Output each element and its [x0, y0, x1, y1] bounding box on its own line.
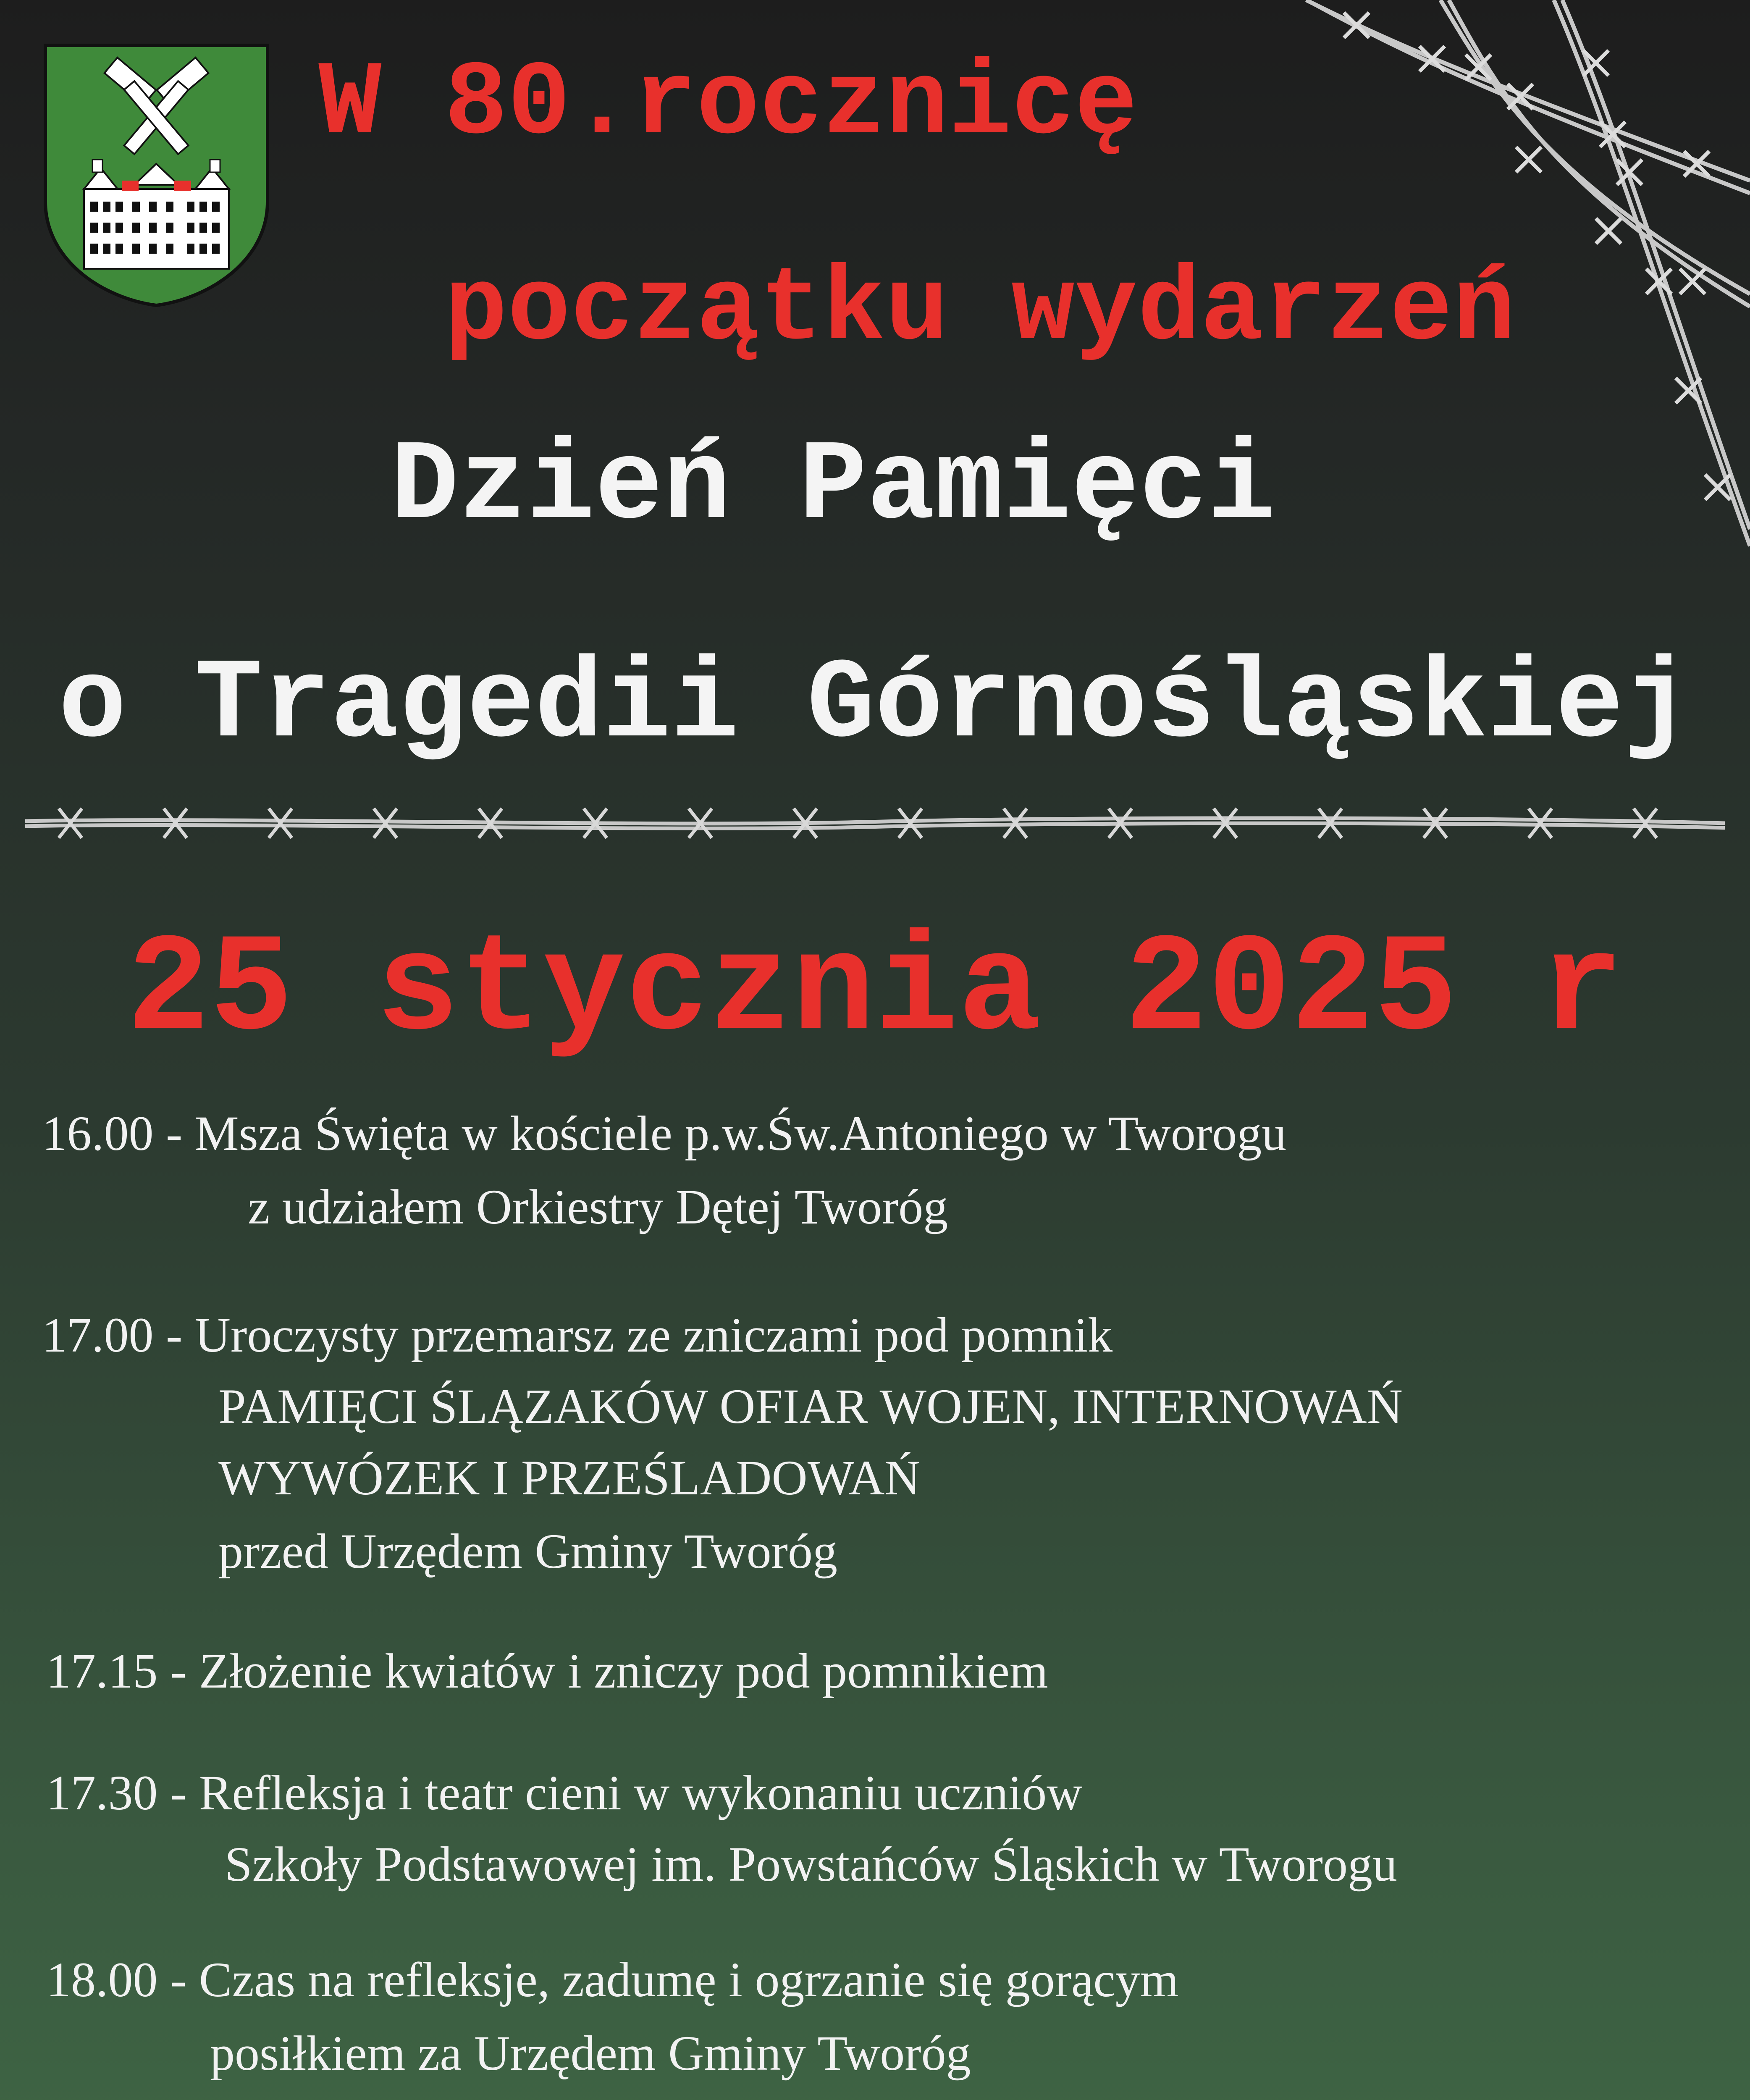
program-16-line2: z udziałem Orkiestry Dętej Tworóg — [248, 1179, 948, 1234]
program-1730-line1: 17.30 - Refleksja i teatr cieni w wykonaniu uczniów — [46, 1765, 1083, 1820]
event-date: 25 stycznia 2025 r — [126, 913, 1624, 1070]
program-17-line2: PAMIĘCI ŚLĄZAKÓW OFIAR WOJEN, INTERNOWAŃ — [218, 1379, 1403, 1434]
program-17-line4: przed Urzędem Gminy Tworóg — [218, 1524, 837, 1579]
barbed-wire-divider — [25, 796, 1725, 850]
program-17-line1: 17.00 - Uroczysty przemarsz ze zniczami pod pomnik — [42, 1307, 1113, 1362]
program-16-line1: 16.00 - Msza Święta w kościele p.w.Św.Antoniego w Tworogu — [42, 1106, 1287, 1161]
program-17-line3: WYWÓZEK I PRZEŚLADOWAŃ — [218, 1450, 921, 1505]
program-1730-line2: Szkoły Podstawowej im. Powstańców Śląskich w Tworogu — [225, 1837, 1397, 1892]
page-title-line2: o Tragedii Górnośląskiej — [58, 641, 1692, 770]
program-1715-line1: 17.15 - Złożenie kwiatów i zniczy pod pomnikiem — [46, 1643, 1048, 1698]
program-18-line2: posiłkiem za Urzędem Gminy Tworóg — [210, 2026, 971, 2081]
anniversary-line: W 80.rocznicę — [318, 45, 1138, 164]
events-start-line: początku wydarzeń — [444, 251, 1516, 370]
program-18-line1: 18.00 - Czas na refleksje, zadumę i ogrzanie się gorącym — [46, 1952, 1179, 2007]
page-title-line1: Dzień Pamięci — [391, 423, 1275, 551]
